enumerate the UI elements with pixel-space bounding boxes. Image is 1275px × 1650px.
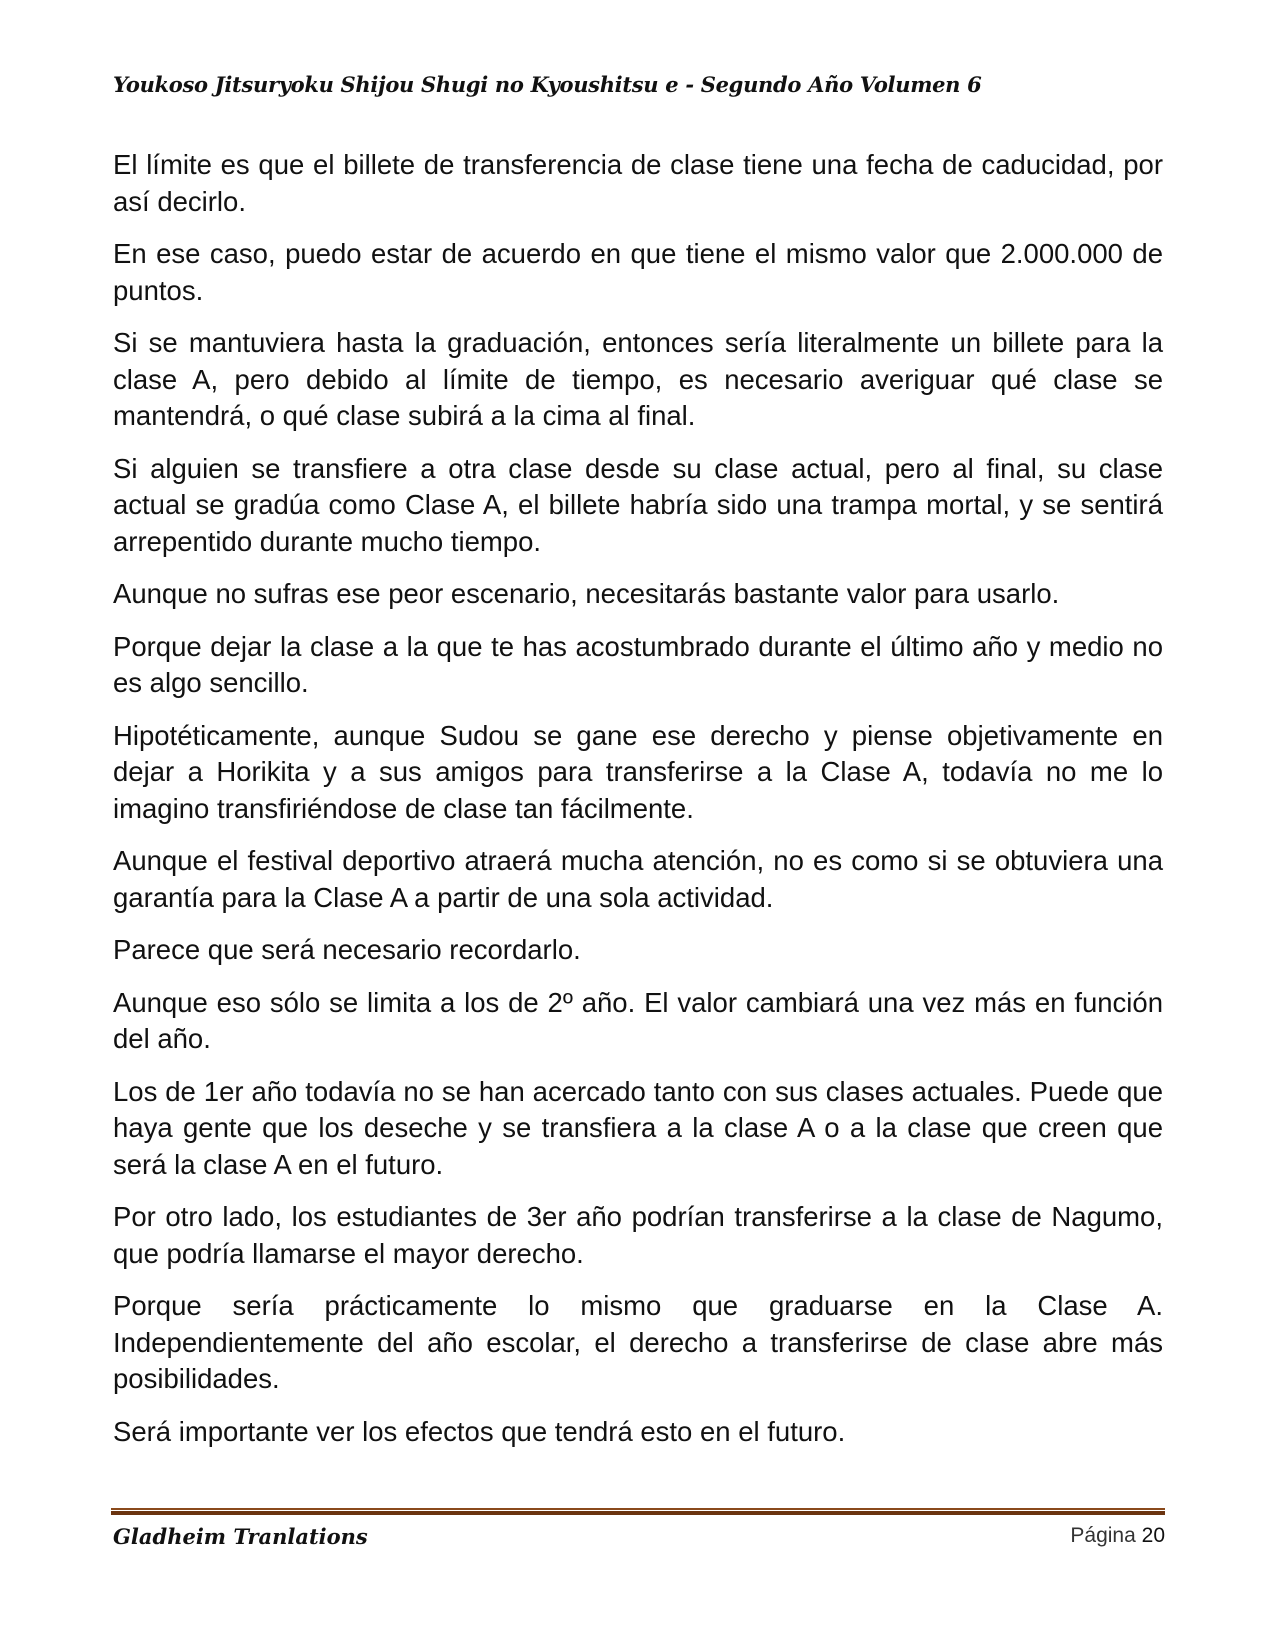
paragraph: Si se mantuviera hasta la graduación, entonces sería literalmente un billete para la clase A, pero debido al límite de tiempo, es necesario averiguar qué clase se mantendrá, o qué clase subirá a la cima al final. (113, 327, 1163, 431)
paragraph: Aunque el festival deportivo atraerá mucha atención, no es como si se obtuviera una garantía para la Clase A a partir de una sola actividad. (113, 845, 1163, 913)
page-label: Página (1070, 1524, 1136, 1547)
footer-divider (111, 1508, 1165, 1515)
footer-divider-thin (111, 1508, 1165, 1510)
paragraph: Porque dejar la clase a la que te has acostumbrado durante el último año y medio no es algo sencillo. (113, 630, 1163, 698)
paragraph: Aunque eso sólo se limita a los de 2º año. El valor cambiará una vez más en función del año. (113, 986, 1163, 1054)
page-header-title: Youkoso Jitsuryoku Shijou Shugi no Kyoushitsu e - Segundo Año Volumen 6 (113, 72, 982, 97)
paragraph: Por otro lado, los estudiantes de 3er año podrían transferirse a la clase de Nagumo, que podría llamarse el mayor derecho. (113, 1201, 1163, 1269)
paragraph: Aunque no sufras ese peor escenario, necesitarás bastante valor para usarlo. (113, 578, 1060, 609)
paragraph: Hipotéticamente, aunque Sudou se gane ese derecho y piense objetivamente en dejar a Horikita y a sus amigos para transferirse a la Clase A, todavía no me lo imagino transfiriéndose de clase tan fácilmente. (113, 719, 1163, 824)
paragraph: Porque sería prácticamente lo mismo que graduarse en la Clase A. Independientemente del año escolar, el derecho a transferirse de clase abre más posibilidades. (113, 1290, 1163, 1394)
paragraph: Será importante ver los efectos que tendrá esto en el futuro. (113, 1415, 846, 1447)
paragraph: Si alguien se transfiere a otra clase desde su clase actual, pero al final, su clase actual se gradúa como Clase A, el billete habría sido una trampa mortal, y se sentirá arrepentido durante mucho tiempo. (113, 452, 1163, 557)
document-body (113, 147, 1163, 1466)
paragraph: El límite es que el billete de transferencia de clase tiene una fecha de caducidad, por así decirlo. (113, 149, 1163, 217)
page-number-label (1070, 1524, 1165, 1548)
paragraph: Los de 1er año todavía no se han acercado tanto con sus clases actuales. Puede que haya gente que los deseche y se transfiera a la clase A o a la clase que creen que será la clase A en el futuro. (113, 1075, 1163, 1180)
paragraph: Parece que será necesario recordarlo. (113, 934, 581, 965)
footer-credit: Gladheim Tranlations (113, 1524, 368, 1549)
paragraph: En ese caso, puedo estar de acuerdo en que tiene el mismo valor que 2.000.000 de puntos. (113, 238, 1163, 306)
page-number: 20 (1141, 1524, 1165, 1547)
footer-divider-thick (111, 1511, 1165, 1515)
